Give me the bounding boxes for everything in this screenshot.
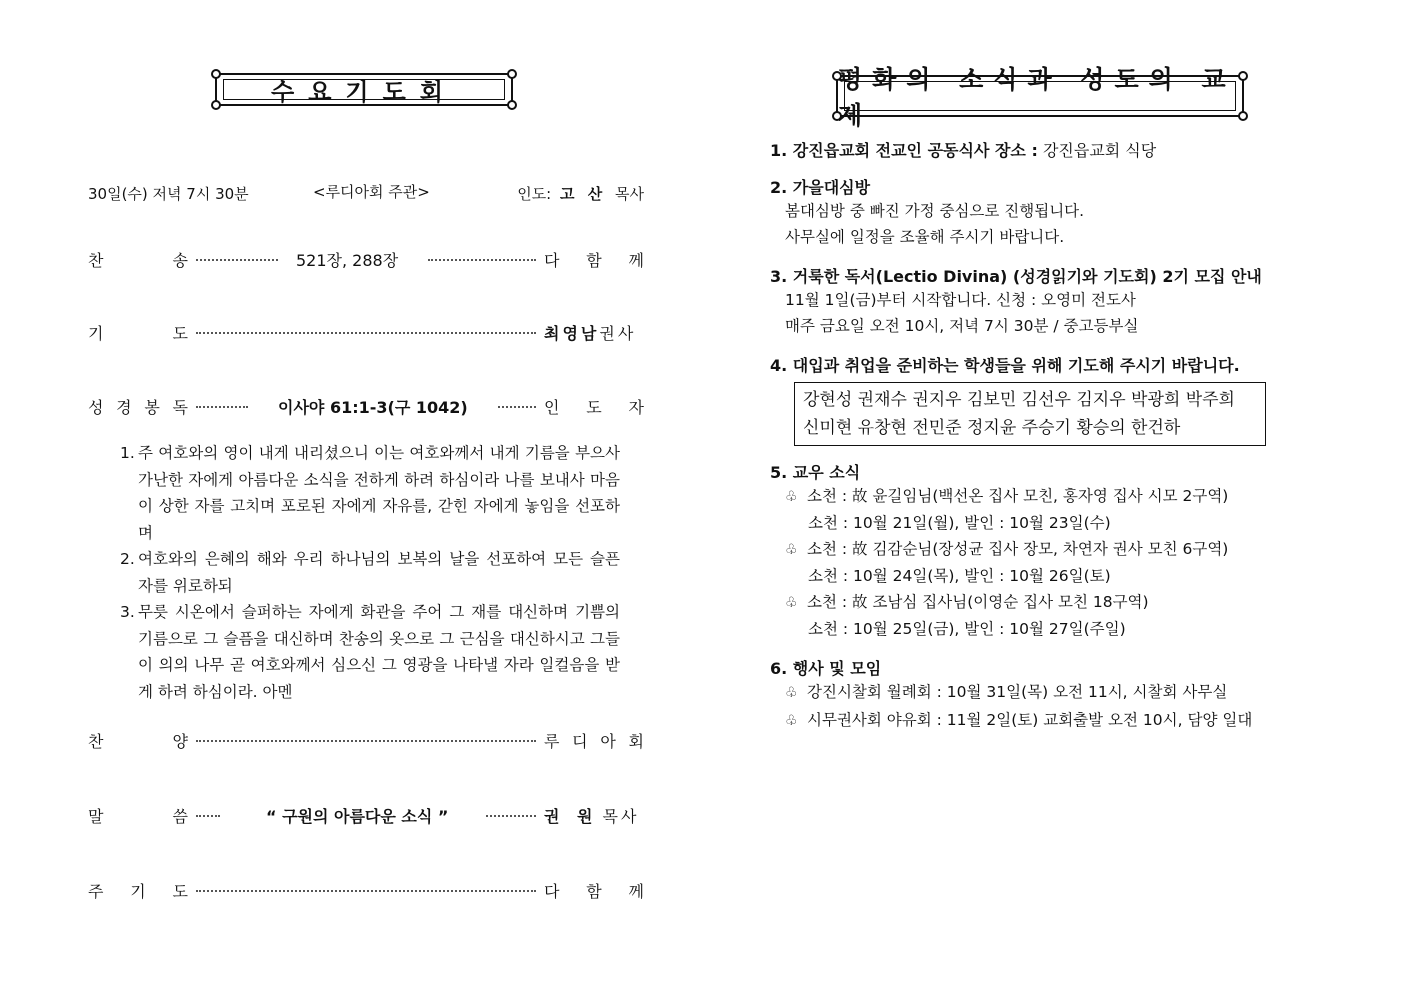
scripture-text [120, 440, 620, 705]
scripture-verse: 1. 주 여호와의 영이 내게 내리셨으니 이는 여호와께서 내게 기름을 부으사 가난한 자에게 아름다운 소식을 전하게 하려 하심이라 나를 보내사 마음이 상한 자를 고치며 포로된 자에게 자유를, 갇힌 자에게 놓임을 선포하며 [120, 444, 620, 542]
order-value: 이사야 61:1-3(구 1042) [278, 398, 468, 417]
leader-name: 고 산 [560, 185, 607, 203]
service-host: <루디아회 주관> [313, 183, 430, 201]
news-item-2: 2. 가을대심방 [770, 178, 871, 197]
order-label: 주 기 도 [88, 882, 188, 901]
news-item-1: 1. 강진읍교회 전교인 공동식사 장소 : 강진읍교회 식당 [770, 141, 1157, 160]
obituary-entry: ♧ 소천 : 故 조남심 집사님(이영순 집사 모친 18구역) [785, 589, 1330, 616]
news-line: 사무실에 일정을 조율해 주시기 바랍니다. [785, 228, 1065, 246]
order-right: 최영남 권사 [544, 324, 637, 343]
order-row-sermon [88, 804, 644, 827]
clover-icon: ♧ [785, 542, 798, 558]
order-right: 인 도 자 [544, 398, 644, 417]
order-label: 기 도 [88, 324, 188, 343]
order-value: 521장, 288장 [296, 251, 399, 270]
leader-dots [486, 815, 536, 817]
clover-icon: ♧ [785, 685, 798, 701]
order-right: 권 원 목사 [544, 807, 640, 826]
frame-corner-ornament [507, 100, 517, 110]
news-item-3: 3. 거룩한 독서(Lectio Divina) (성경읽기와 기도회) 2기 모집 안내 [770, 267, 1262, 286]
frame-corner-ornament [507, 69, 517, 79]
event-entry: ♧ 시무권사회 야유회 : 11월 2일(토) 교회출발 오전 10시, 담양 일대 [785, 707, 1330, 735]
clover-icon: ♧ [785, 489, 798, 505]
obituary-dates: 소천 : 10월 24일(목), 발인 : 10월 26일(토) [808, 567, 1111, 585]
order-row-hymn [88, 248, 644, 271]
leader-dots [196, 740, 536, 742]
student-names-box [794, 382, 1266, 446]
order-right: 루 디 아 회 [544, 732, 644, 751]
leader-prefix: 인도: [517, 185, 552, 203]
leader-dots [498, 406, 536, 408]
names-line: 신미현 유창현 전민준 정지윤 주승기 황승의 한건하 [803, 418, 1181, 438]
order-row-prayer [88, 321, 644, 344]
leader-dots [196, 815, 220, 817]
leader-dots [196, 259, 278, 261]
news-section [770, 138, 1330, 735]
leader-dots [428, 259, 536, 261]
clover-icon: ♧ [785, 713, 798, 729]
order-row-praise [88, 729, 644, 752]
leader-dots [196, 406, 248, 408]
service-time: 30일(수) 저녁 7시 30분 [88, 185, 249, 203]
frame-corner-ornament [211, 69, 221, 79]
order-label: 찬 양 [88, 732, 188, 751]
news-item-5: 5. 교우 소식 [770, 463, 861, 482]
scripture-verse: 2. 여호와의 은혜의 해와 우리 하나님의 보복의 날을 선포하여 모든 슬픈 자를 위로하되 [120, 550, 620, 595]
order-label: 찬 송 [88, 251, 188, 270]
left-title-frame [215, 73, 513, 106]
news-item-6: 6. 행사 및 모임 [770, 659, 882, 678]
scripture-verse: 3. 무릇 시온에서 슬퍼하는 자에게 화관을 주어 그 재를 대신하며 기쁨의 기름으로 그 슬픔을 대신하며 찬송의 옷으로 그 근심을 대신하시고 그들이 의의 나무 곧 여호와께서 심으신 그 영광을 나타낼 자라 일컬음을 받게 하려 하심이라. 아멘 [120, 603, 620, 701]
event-entry: ♧ 강진시찰회 월례회 : 10월 31일(목) 오전 11시, 시찰회 사무실 [785, 679, 1330, 707]
obituary-dates: 소천 : 10월 21일(월), 발인 : 10월 23일(수) [808, 514, 1111, 532]
frame-corner-ornament [211, 100, 221, 110]
order-label: 말 씀 [88, 807, 188, 826]
service-leader [517, 183, 644, 204]
news-line: 매주 금요일 오전 10시, 저녁 7시 30분 / 중고등부실 [785, 317, 1139, 335]
sermon-title: “ 구원의 아름다운 소식 ” [266, 807, 449, 826]
order-row-lords-prayer [88, 879, 644, 902]
order-right: 다 함 께 [544, 251, 644, 270]
news-item-4: 4. 대입과 취업을 준비하는 학생들을 위해 기도해 주시기 바랍니다. [770, 356, 1240, 375]
news-line: 11월 1일(금)부터 시작합니다. 신청 : 오영미 전도사 [785, 291, 1136, 309]
order-row-scripture [88, 395, 644, 418]
leader-title: 목사 [615, 185, 644, 203]
leader-dots [196, 332, 536, 334]
obituary-dates: 소천 : 10월 25일(금), 발인 : 10월 27일(주일) [808, 620, 1126, 638]
right-title: 평화의 소식과 성도의 교제 [838, 65, 1236, 130]
leader-dots [196, 890, 536, 892]
obituary-entry: ♧ 소천 : 故 윤길임님(백선온 집사 모친, 홍자영 집사 시모 2구역) [785, 483, 1330, 510]
right-title-frame [836, 65, 1244, 130]
order-right: 다 함 께 [544, 882, 644, 901]
obituary-entry: ♧ 소천 : 故 김감순님(장성균 집사 장모, 차연자 권사 모친 6구역) [785, 536, 1330, 563]
clover-icon: ♧ [785, 595, 798, 611]
left-title: 수요기도회 [271, 77, 457, 106]
names-line: 강현성 권재수 권지우 김보민 김선우 김지우 박광희 박주희 [803, 390, 1235, 410]
news-line: 봄대심방 중 빠진 가정 중심으로 진행됩니다. [785, 202, 1085, 220]
order-label: 성 경 봉 독 [88, 398, 188, 417]
